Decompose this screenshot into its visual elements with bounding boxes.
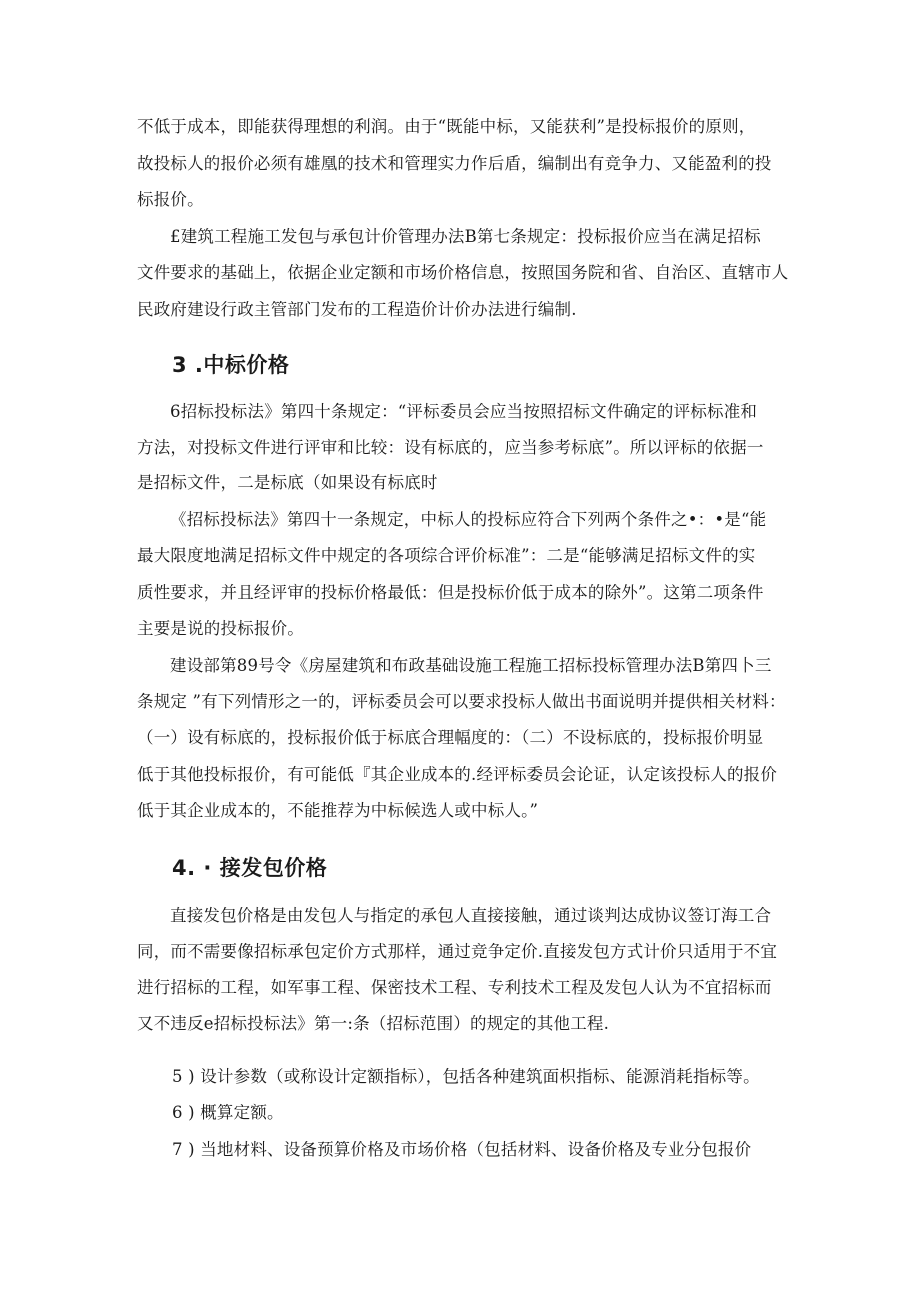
para6-line-4: 又不违反e招标投标法》第一:条（招标范围）的规定的其他工程. [137,1014,610,1033]
para6-line-2: 同，而不需要像招标承包定价方式那样，通过竞争定价.直接发包方式计价只适用于不宜 [137,942,778,961]
para5-line-3: （一）设有标底的，投标报价低于标底合理幅度的：（二）不设标底的，投标报价明显 [137,728,764,747]
list-item-5: 5 ) 设计参数（或称设计定额指标），包括各种建筑面枳指标、能源消耗指标等。 [172,1067,760,1086]
para6-line-1: 直接发包价格是由发包人与指定的承包人直接接触，通过谈判达成协议签订海工合 [170,906,772,925]
list-item-7: 7 ) 当地材料、设备预算价格及市场价格（包括材料、设备价格及专业分包报价 [172,1140,752,1159]
para2-line-2: 文件要求的基础上，依据企业定额和市场价格信息，按照国务院和省、自治区、直辖市人 [137,263,789,282]
para3-line-3: 是招标文件，二是标底（如果设有标底时 [137,473,438,492]
para3-line-1: 6招标投标法》第四十条规定：“评标委员会应当按照招标文件确定的评标标准和 [170,402,758,421]
para4-line-2: 最大限度地满足招标文件中规定的各项综合评价标准”：二是“能够满足招标文件的实 [137,546,756,565]
section-heading-4: 4. · 接发包价格 [172,856,328,880]
para4-line-4: 主要是说的投标报价。 [137,619,304,638]
section-heading-3: 3 .中标价格 [172,353,290,377]
para3-line-2: 方法，对投标文件进行评审和比较：设有标底的，应当参考标底”。所以评标的依据一 [137,438,764,457]
para1-line-1: 不低于成本，即能获得理想的利润。由于“既能中标，又能获利”是投标报价的原则， [137,117,756,136]
para5-line-5: 低于其企业成本的，不能推荐为中标候选人或中标人。” [137,801,539,820]
list-item-6: 6 ) 概算定额。 [172,1103,284,1122]
para4-line-1: 《招标投标法》第四十一条规定，中标人的投标应符合下列两个条件之•：•是“能 [170,510,767,529]
para4-line-3: 质性要求，并且经评审的投标价格最低：但是投标价低于成本的除外”。这第二项条件 [137,583,764,602]
para5-line-4: 低于其他投标报价，有可能低『其企业成本的.经评标委员会论证，认定该投标人的报价 [137,765,778,784]
para2-line-3: 民政府建设行政主管部门发布的工程造价计价办法进行编制. [137,300,577,319]
para1-line-3: 标报价。 [137,190,204,209]
para6-line-3: 进行招标的工程，如军事工程、保密技术工程、专利技术工程及发包人认为不宜招标而 [137,978,772,997]
para5-line-2: 条规定 ”有下列情形之一的，评标委员会可以要求投标人做出书面说明并提供相关材料： [137,692,786,711]
para5-line-1: 建设部第89号令《房屋建筑和布政基础设施工程施工招标投标管理办法B第四卜三 [170,656,772,675]
para1-line-2: 故投标人的报价必须有雄凰的技术和管理实力作后盾，编制出有竞争力、又能盈利的投 [137,154,772,173]
para2-line-1: £建筑工程施工发包与承包计价管理办法B第七条规定：投标报价应当在满足招标 [170,227,761,246]
